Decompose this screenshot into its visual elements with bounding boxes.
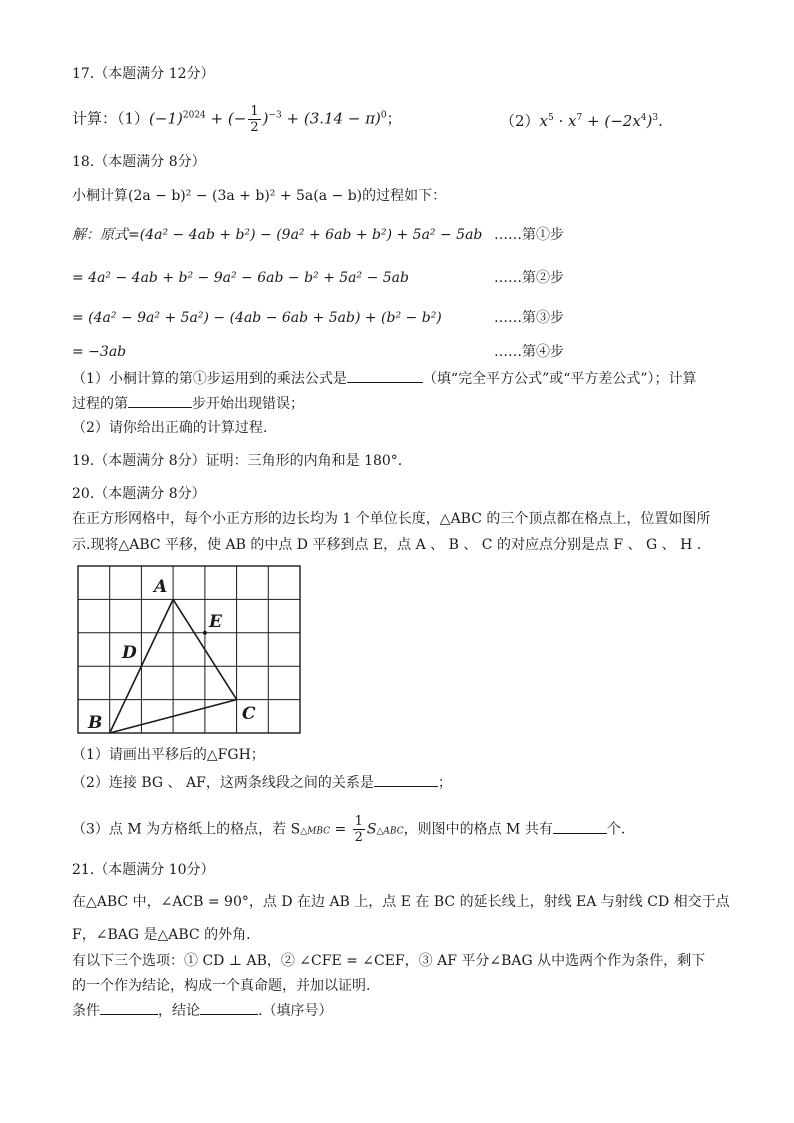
q18-step3-label: ……第③步 xyxy=(494,310,564,326)
q18-step2-label: ……第②步 xyxy=(494,270,564,286)
q18-step1: 解：原式=(4a² − 4ab + b²) − (9a² + 6ab + b²) + 5a² − 5ab xyxy=(72,227,483,243)
answer-blank[interactable] xyxy=(100,1000,158,1015)
q18-sub1-line1: （1）小桐计算的第①步运用到的乘法公式是 （填“完全平方公式”或“平方差公式”）；计算 xyxy=(72,368,697,389)
q20-line1: 在正方形网格中，每个小正方形的边长均为 1 个单位长度，△ABC 的三个顶点都在格点上，位置如图所 xyxy=(72,511,711,527)
q20-sub1: （1）请画出平移后的△FGH； xyxy=(72,747,265,763)
q21-line4: 的一个作为结论，构成一个真命题，并加以证明. xyxy=(72,978,371,994)
q21-line1: 在△ABC 中，∠ACB = 90°，点 D 在边 AB 上，点 E 在 BC 的延长线上，射线 EA 与射线 CD 相交于点 xyxy=(72,894,730,910)
answer-blank[interactable] xyxy=(200,1000,258,1015)
fraction-one-half: $\frac{1}{2}$ xyxy=(250,104,259,135)
q18-intro: 小桐计算(2a − b)² − (3a + b)² + 5a(a − b)的过程如下： xyxy=(72,188,447,204)
q17-part2: $(2)x^5 \cdot x^7 + (-2x^4)^3$. xyxy=(500,112,663,130)
q18-sub2: （2）请你给出正确的计算过程. xyxy=(72,420,268,436)
q18-header: 18.（本题满分 8分） xyxy=(72,154,206,170)
q18-step1-label: ……第①步 xyxy=(494,227,564,243)
q17-part1: 计算：$(1)(-1)^{2024}$ + (− $\frac{1}{2}$ )$^{-3} + (3.14 - \pi)^0$； xyxy=(72,104,402,135)
q21-header: 21.（本题满分 10分） xyxy=(72,862,215,878)
q20-line2: 示.现将△ABC 平移，使 AB 的中点 D 平移到点 E，点 A 、 B 、 C 的对应点分别是点 F 、 G 、 H . xyxy=(72,537,702,553)
q20-header: 20.（本题满分 8分） xyxy=(72,486,206,502)
q18-step4: = −3ab xyxy=(72,344,127,360)
label-e: E xyxy=(209,612,222,632)
q20-sub2: （2）连接 BG 、 AF，这两条线段之间的关系是 ； xyxy=(72,772,452,793)
label-c: C xyxy=(242,704,256,724)
answer-blank[interactable] xyxy=(347,368,423,383)
point-e-dot xyxy=(203,631,207,635)
q18-sub1-line2: 过程的第 步开始出现错误； xyxy=(72,393,304,414)
q17-prefix: 计算：（1） xyxy=(72,109,150,128)
label-b: B xyxy=(88,713,103,733)
label-a: A xyxy=(154,577,168,597)
q19-text: 19.（本题满分 8分）证明：三角形的内角和是 180°. xyxy=(72,453,403,469)
answer-blank[interactable] xyxy=(128,393,192,408)
q21-line3: 有以下三个选项：① CD ⊥ AB，② ∠CFE = ∠CEF，③ AF 平分∠BAG 从中选两个作为条件，剩下 xyxy=(72,953,706,969)
answer-blank[interactable] xyxy=(374,772,438,787)
q18-step3: = (4a² − 9a² + 5a²) − (4ab − 6ab + 5ab) + (b² − b²) xyxy=(72,310,442,326)
answer-blank[interactable] xyxy=(553,819,607,834)
q18-step4-label: ……第④步 xyxy=(494,344,564,360)
q21-line2: F，∠BAG 是△ABC 的外角. xyxy=(72,927,251,943)
q21-line5: 条件 ，结论 .（填序号） xyxy=(72,1000,332,1021)
grid-figure xyxy=(70,560,310,740)
fraction-one-half: $\frac{1}{2}$ xyxy=(354,814,363,845)
q17-header: 17.（本题满分 12分） xyxy=(72,66,215,82)
square-grid xyxy=(78,566,300,733)
label-d: D xyxy=(122,643,137,663)
q18-step2: = 4a² − 4ab + b² − 9a² − 6ab − b² + 5a² − 5ab xyxy=(72,270,409,286)
q20-sub3: （3）点 M 为方格纸上的格点，若 S△MBC = $\frac{1}{2}$ S△ABC，则图中的格点 M 共有 个. xyxy=(72,814,626,845)
